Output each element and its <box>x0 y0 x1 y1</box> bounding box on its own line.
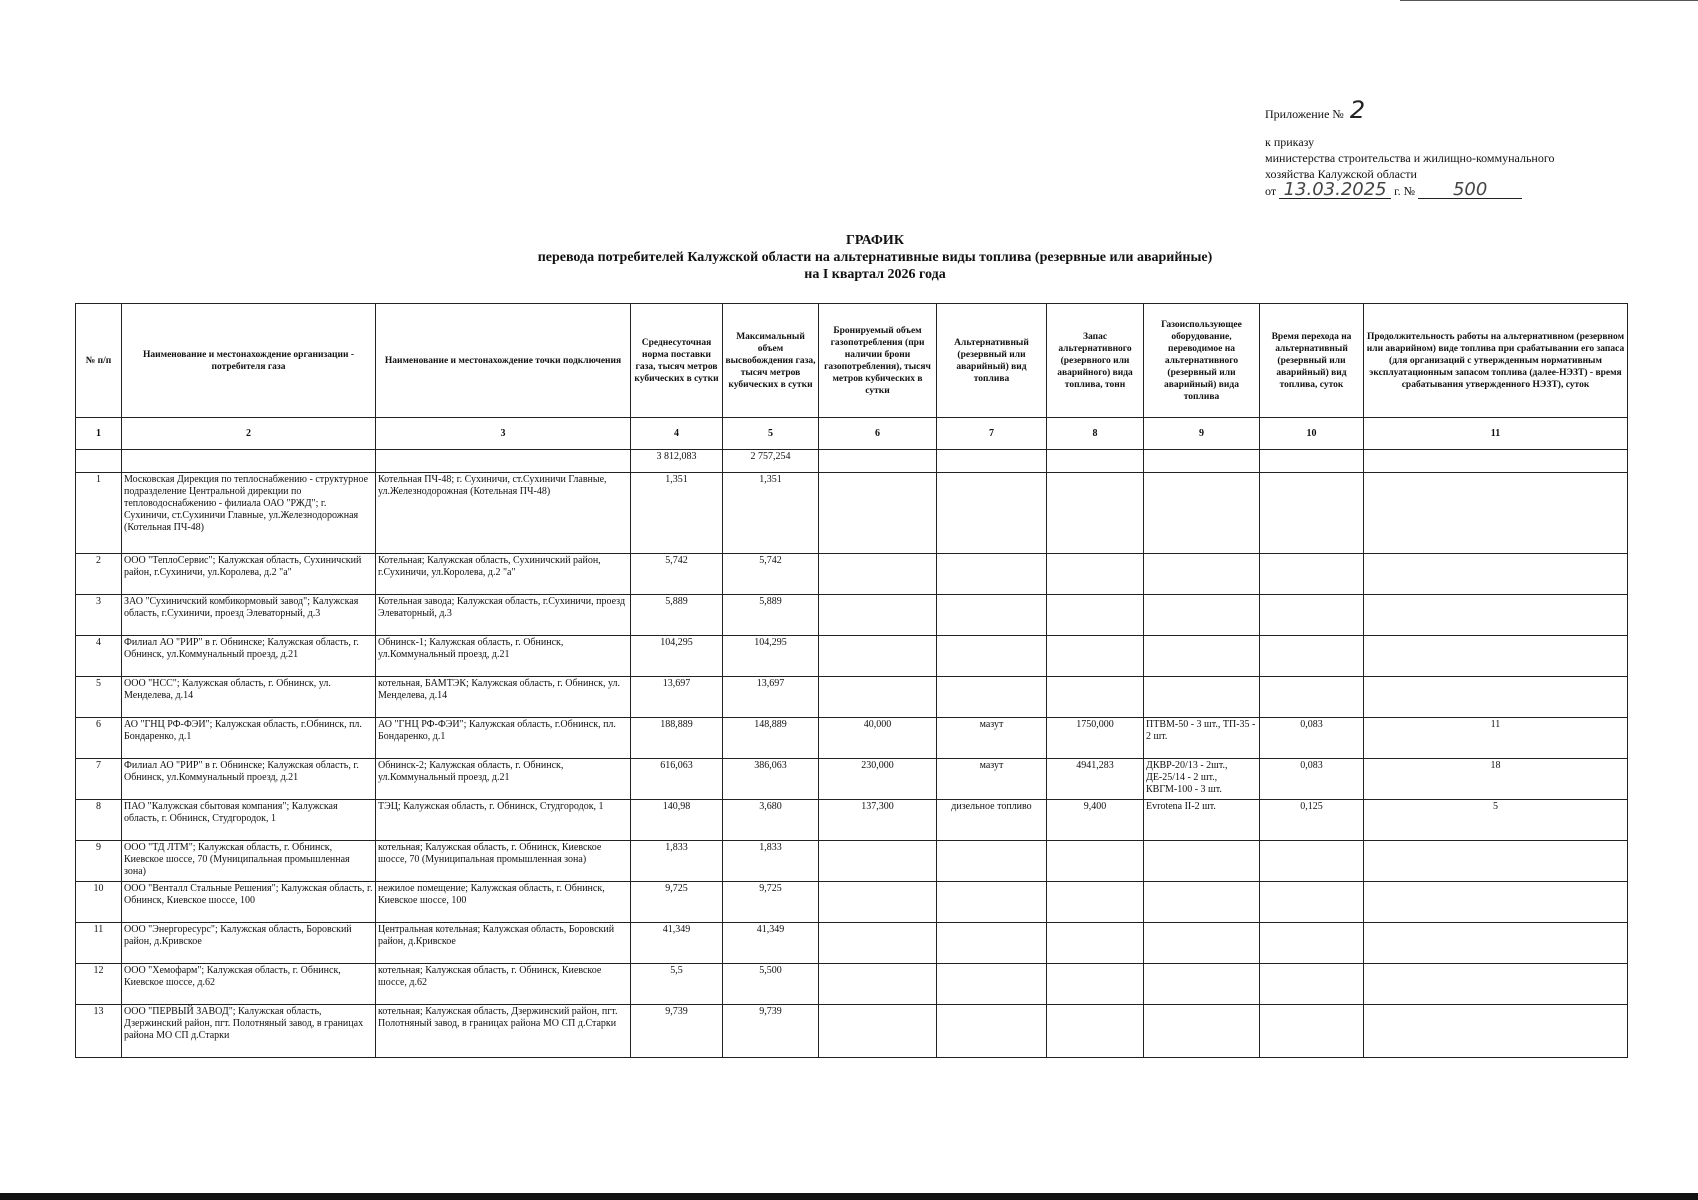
alternative-fuel: мазут <box>937 718 1047 759</box>
consumer-organization: ООО "Хемофарм"; Калужская область, г. Обнинск, Киевское шоссе, д.62 <box>122 964 376 1005</box>
operation-duration <box>1364 473 1628 554</box>
switch-time: 0,083 <box>1260 759 1364 800</box>
schedule-table <box>75 303 1628 1058</box>
gas-equipment <box>1144 473 1260 554</box>
row-number: 11 <box>76 923 122 964</box>
fuel-stock <box>1047 636 1144 677</box>
column-number: 9 <box>1144 418 1260 450</box>
reserved-volume <box>819 1005 937 1058</box>
connection-point: котельная; Калужская область, г. Обнинск, Киевское шоссе, 70 (Муниципальная промышленная зона) <box>376 841 631 882</box>
max-release-volume: 41,349 <box>723 923 819 964</box>
column-number: 3 <box>376 418 631 450</box>
appendix-date-line <box>1265 179 1554 200</box>
document-title <box>300 232 1450 283</box>
title-line-3: на I квартал 2026 года <box>804 267 946 282</box>
total-avg-supply: 3 812,083 <box>631 450 723 473</box>
table-row <box>76 677 1628 718</box>
reserved-volume <box>819 636 937 677</box>
alternative-fuel <box>937 636 1047 677</box>
column-number: 5 <box>723 418 819 450</box>
row-number: 4 <box>76 636 122 677</box>
gas-equipment <box>1144 882 1260 923</box>
connection-point: Котельная завода; Калужская область, г.Сухиничи, проезд Элеваторный, д.3 <box>376 595 631 636</box>
appendix-date: 13.03.2025 <box>1279 182 1391 199</box>
row-number: 6 <box>76 718 122 759</box>
bottom-scan-edge <box>0 1193 1698 1200</box>
appendix-number: 2 <box>1349 96 1366 124</box>
alternative-fuel <box>937 677 1047 718</box>
switch-time <box>1260 677 1364 718</box>
switch-time <box>1260 636 1364 677</box>
gas-equipment: ДКВР-20/13 - 2шт., ДЕ-25/14 - 2 шт., КВГМ-100 - 3 шт. <box>1144 759 1260 800</box>
fuel-stock: 1750,000 <box>1047 718 1144 759</box>
max-release-volume: 5,889 <box>723 595 819 636</box>
avg-daily-supply: 616,063 <box>631 759 723 800</box>
fuel-stock <box>1047 1005 1144 1058</box>
consumer-organization: ООО "Энергоресурс"; Калужская область, Боровский район, д.Кривское <box>122 923 376 964</box>
table-row <box>76 800 1628 841</box>
appendix-from-label: от <box>1265 184 1277 198</box>
consumer-organization: АО "ГНЦ РФ-ФЭИ"; Калужская область, г.Обнинск, пл. Бондаренко, д.1 <box>122 718 376 759</box>
connection-point: Обнинск-1; Калужская область, г. Обнинск, ул.Коммунальный проезд, д.21 <box>376 636 631 677</box>
gas-equipment <box>1144 595 1260 636</box>
consumer-organization: Филиал АО "РИР" в г. Обнинске; Калужская область, г. Обнинск, ул.Коммунальный проезд, д.21 <box>122 759 376 800</box>
row-number: 2 <box>76 554 122 595</box>
max-release-volume: 148,889 <box>723 718 819 759</box>
table-row <box>76 473 1628 554</box>
switch-time <box>1260 964 1364 1005</box>
avg-daily-supply: 5,889 <box>631 595 723 636</box>
table-row <box>76 718 1628 759</box>
total-max-release: 2 757,254 <box>723 450 819 473</box>
connection-point: ТЭЦ; Калужская область, г. Обнинск, Студгородок, 1 <box>376 800 631 841</box>
reserved-volume <box>819 923 937 964</box>
reserved-volume <box>819 554 937 595</box>
avg-daily-supply: 9,725 <box>631 882 723 923</box>
connection-point: АО "ГНЦ РФ-ФЭИ"; Калужская область, г.Обнинск, пл. Бондаренко, д.1 <box>376 718 631 759</box>
fuel-stock <box>1047 964 1144 1005</box>
column-number: 6 <box>819 418 937 450</box>
row-number: 13 <box>76 1005 122 1058</box>
header-row <box>76 304 1628 418</box>
reserved-volume: 230,000 <box>819 759 937 800</box>
switch-time <box>1260 882 1364 923</box>
avg-daily-supply: 41,349 <box>631 923 723 964</box>
reserved-volume <box>819 595 937 636</box>
alternative-fuel <box>937 841 1047 882</box>
column-number: 2 <box>122 418 376 450</box>
fuel-stock <box>1047 677 1144 718</box>
table-row <box>76 554 1628 595</box>
header-cell: Время перехода на альтернативный (резервный или аварийный) вид топлива, суток <box>1260 304 1364 418</box>
table-row <box>76 759 1628 800</box>
reserved-volume: 137,300 <box>819 800 937 841</box>
switch-time <box>1260 473 1364 554</box>
max-release-volume: 5,500 <box>723 964 819 1005</box>
title-line-1: ГРАФИК <box>846 233 904 248</box>
max-release-volume: 13,697 <box>723 677 819 718</box>
column-number: 4 <box>631 418 723 450</box>
table-row <box>76 636 1628 677</box>
max-release-volume: 1,833 <box>723 841 819 882</box>
fuel-stock <box>1047 882 1144 923</box>
header-cell: Газоиспользующее оборудование, переводимое на альтернативного (резервный или аварийный) вида топлива <box>1144 304 1260 418</box>
avg-daily-supply: 1,351 <box>631 473 723 554</box>
connection-point: Котельная ПЧ-48; г. Сухиничи, ст.Сухиничи Главные, ул.Железнодорожная (Котельная ПЧ-48) <box>376 473 631 554</box>
consumer-organization: Филиал АО "РИР" в г. Обнинске; Калужская область, г. Обнинск, ул.Коммунальный проезд, д.21 <box>122 636 376 677</box>
operation-duration: 11 <box>1364 718 1628 759</box>
header-cell: Наименование и местонахождение организации - потребителя газа <box>122 304 376 418</box>
header-cell: Бронируемый объем газопотребления (при наличии брони газопотребления), тысяч метров кубических в сутки <box>819 304 937 418</box>
appendix-order-no: 500 <box>1418 182 1522 199</box>
switch-time: 0,083 <box>1260 718 1364 759</box>
header-cell: Продолжительность работы на альтернативном (резервном или аварийном) виде топлива при срабатывании его запаса (для организаций с утвержденным нормативным эксплуатационным запасом топлива (далее-НЭЗТ) - время срабатывания утвержденного НЭЗТ), суток <box>1364 304 1628 418</box>
fuel-stock <box>1047 923 1144 964</box>
avg-daily-supply: 5,5 <box>631 964 723 1005</box>
avg-daily-supply: 5,742 <box>631 554 723 595</box>
max-release-volume: 9,725 <box>723 882 819 923</box>
fuel-stock: 9,400 <box>1047 800 1144 841</box>
operation-duration <box>1364 1005 1628 1058</box>
fuel-stock <box>1047 595 1144 636</box>
operation-duration <box>1364 923 1628 964</box>
header-cell: № п/п <box>76 304 122 418</box>
alternative-fuel <box>937 473 1047 554</box>
consumer-organization: ООО "НСС"; Калужская область, г. Обнинск, ул. Менделева, д.14 <box>122 677 376 718</box>
reserved-volume <box>819 473 937 554</box>
consumer-organization: ЗАО "Сухиничский комбикормовый завод"; Калужская область, г.Сухиничи, проезд Элеваторный, д.3 <box>122 595 376 636</box>
consumer-organization: ООО "Венталл Стальные Решения"; Калужская область, г. Обнинск, Киевское шоссе, 100 <box>122 882 376 923</box>
gas-equipment: Evrotena II-2 шт. <box>1144 800 1260 841</box>
reserved-volume: 40,000 <box>819 718 937 759</box>
row-number: 12 <box>76 964 122 1005</box>
header-cell: Наименование и местонахождение точки подключения <box>376 304 631 418</box>
table-row <box>76 1005 1628 1058</box>
switch-time: 0,125 <box>1260 800 1364 841</box>
gas-equipment <box>1144 923 1260 964</box>
operation-duration <box>1364 964 1628 1005</box>
row-number: 5 <box>76 677 122 718</box>
reserved-volume <box>819 882 937 923</box>
max-release-volume: 386,063 <box>723 759 819 800</box>
fuel-stock <box>1047 554 1144 595</box>
table-row <box>76 841 1628 882</box>
fuel-stock: 4941,283 <box>1047 759 1144 800</box>
max-release-volume: 104,295 <box>723 636 819 677</box>
header-cell: Среднесуточная норма поставки газа, тысяч метров кубических в сутки <box>631 304 723 418</box>
appendix-region-line: хозяйства Калужской области <box>1265 167 1417 181</box>
table-row <box>76 964 1628 1005</box>
switch-time <box>1260 923 1364 964</box>
connection-point: котельная, БАМТЭК; Калужская область, г. Обнинск, ул. Менделева, д.14 <box>376 677 631 718</box>
operation-duration: 18 <box>1364 759 1628 800</box>
gas-equipment <box>1144 964 1260 1005</box>
operation-duration: 5 <box>1364 800 1628 841</box>
reserved-volume <box>819 841 937 882</box>
avg-daily-supply: 13,697 <box>631 677 723 718</box>
switch-time <box>1260 595 1364 636</box>
header-cell: Максимальный объем высвобождения газа, тысяч метров кубических в сутки <box>723 304 819 418</box>
avg-daily-supply: 1,833 <box>631 841 723 882</box>
appendix-ministry-line: министерства строительства и жилищно-коммунального <box>1265 151 1555 165</box>
alternative-fuel: дизельное топливо <box>937 800 1047 841</box>
avg-daily-supply: 188,889 <box>631 718 723 759</box>
alternative-fuel: мазут <box>937 759 1047 800</box>
operation-duration <box>1364 841 1628 882</box>
operation-duration <box>1364 882 1628 923</box>
appendix-order-line: к приказу <box>1265 135 1315 149</box>
appendix-order-no-label: г. № <box>1394 184 1416 198</box>
reserved-volume <box>819 677 937 718</box>
alternative-fuel <box>937 1005 1047 1058</box>
max-release-volume: 9,739 <box>723 1005 819 1058</box>
consumer-organization: ООО "ПЕРВЫЙ ЗАВОД"; Калужская область, Дзержинский район, пгт. Полотняный завод, в границах района МО СП д.Старки <box>122 1005 376 1058</box>
operation-duration <box>1364 554 1628 595</box>
max-release-volume: 3,680 <box>723 800 819 841</box>
alternative-fuel <box>937 882 1047 923</box>
row-number: 8 <box>76 800 122 841</box>
alternative-fuel <box>937 923 1047 964</box>
column-number: 8 <box>1047 418 1144 450</box>
total-row <box>76 450 1628 473</box>
column-number: 10 <box>1260 418 1364 450</box>
switch-time <box>1260 554 1364 595</box>
appendix-block <box>1265 96 1555 200</box>
connection-point: котельная; Калужская область, г. Обнинск, Киевское шоссе, д.62 <box>376 964 631 1005</box>
column-number: 1 <box>76 418 122 450</box>
consumer-organization: ООО "ТеплоСервис"; Калужская область, Сухиничский район, г.Сухиничи, ул.Королева, д.2 "а" <box>122 554 376 595</box>
gas-equipment <box>1144 1005 1260 1058</box>
row-number: 3 <box>76 595 122 636</box>
operation-duration <box>1364 636 1628 677</box>
column-number: 11 <box>1364 418 1628 450</box>
gas-equipment <box>1144 841 1260 882</box>
gas-equipment <box>1144 677 1260 718</box>
gas-equipment <box>1144 554 1260 595</box>
max-release-volume: 5,742 <box>723 554 819 595</box>
connection-point: Обнинск-2; Калужская область, г. Обнинск, ул.Коммунальный проезд, д.21 <box>376 759 631 800</box>
consumer-organization: ПАО "Калужская сбытовая компания"; Калужская область, г. Обнинск, Студгородок, 1 <box>122 800 376 841</box>
switch-time <box>1260 1005 1364 1058</box>
gas-equipment <box>1144 636 1260 677</box>
alternative-fuel <box>937 964 1047 1005</box>
connection-point: Центральная котельная; Калужская область, Боровский район, д.Кривское <box>376 923 631 964</box>
header-cell: Запас альтернативного (резервного или аварийного) вида топлива, тонн <box>1047 304 1144 418</box>
gas-equipment: ПТВМ-50 - 3 шт., ТП-35 - 2 шт. <box>1144 718 1260 759</box>
avg-daily-supply: 140,98 <box>631 800 723 841</box>
max-release-volume: 1,351 <box>723 473 819 554</box>
avg-daily-supply: 104,295 <box>631 636 723 677</box>
table-row <box>76 882 1628 923</box>
table-row <box>76 595 1628 636</box>
row-number: 1 <box>76 473 122 554</box>
row-number: 10 <box>76 882 122 923</box>
fuel-stock <box>1047 841 1144 882</box>
title-line-2: перевода потребителей Калужской области на альтернативные виды топлива (резервные или аварийные) <box>537 250 1213 265</box>
connection-point: нежилое помещение; Калужская область, г. Обнинск, Киевское шоссе, 100 <box>376 882 631 923</box>
table-row <box>76 923 1628 964</box>
column-number: 7 <box>937 418 1047 450</box>
appendix-label: Приложение № <box>1265 107 1344 121</box>
alternative-fuel <box>937 595 1047 636</box>
reserved-volume <box>819 964 937 1005</box>
alternative-fuel <box>937 554 1047 595</box>
consumer-organization: ООО "ТД ЛТМ"; Калужская область, г. Обнинск, Киевское шоссе, 70 (Муниципальная промышленная зона) <box>122 841 376 882</box>
operation-duration <box>1364 677 1628 718</box>
row-number: 7 <box>76 759 122 800</box>
connection-point: котельная; Калужская область, Дзержинский район, пгт. Полотняный завод, в границах района МО СП д.Старки <box>376 1005 631 1058</box>
top-edge-line <box>1400 0 1698 1</box>
avg-daily-supply: 9,739 <box>631 1005 723 1058</box>
header-cell: Альтернативный (резервный или аварийный) вид топлива <box>937 304 1047 418</box>
fuel-stock <box>1047 473 1144 554</box>
operation-duration <box>1364 595 1628 636</box>
connection-point: Котельная; Калужская область, Сухиничский район, г.Сухиничи, ул.Королева, д.2 "а" <box>376 554 631 595</box>
row-number: 9 <box>76 841 122 882</box>
consumer-organization: Московская Дирекция по теплоснабжению - структурное подразделение Центральной дирекции по тепловодоснабжению - филиала ОАО "РЖД"; г. Сухиничи, ст.Сухиничи Главные, ул.Железнодорожная (Котельная ПЧ-48) <box>122 473 376 554</box>
column-number-row <box>76 418 1628 450</box>
appendix-number-line <box>1265 96 1554 124</box>
switch-time <box>1260 841 1364 882</box>
